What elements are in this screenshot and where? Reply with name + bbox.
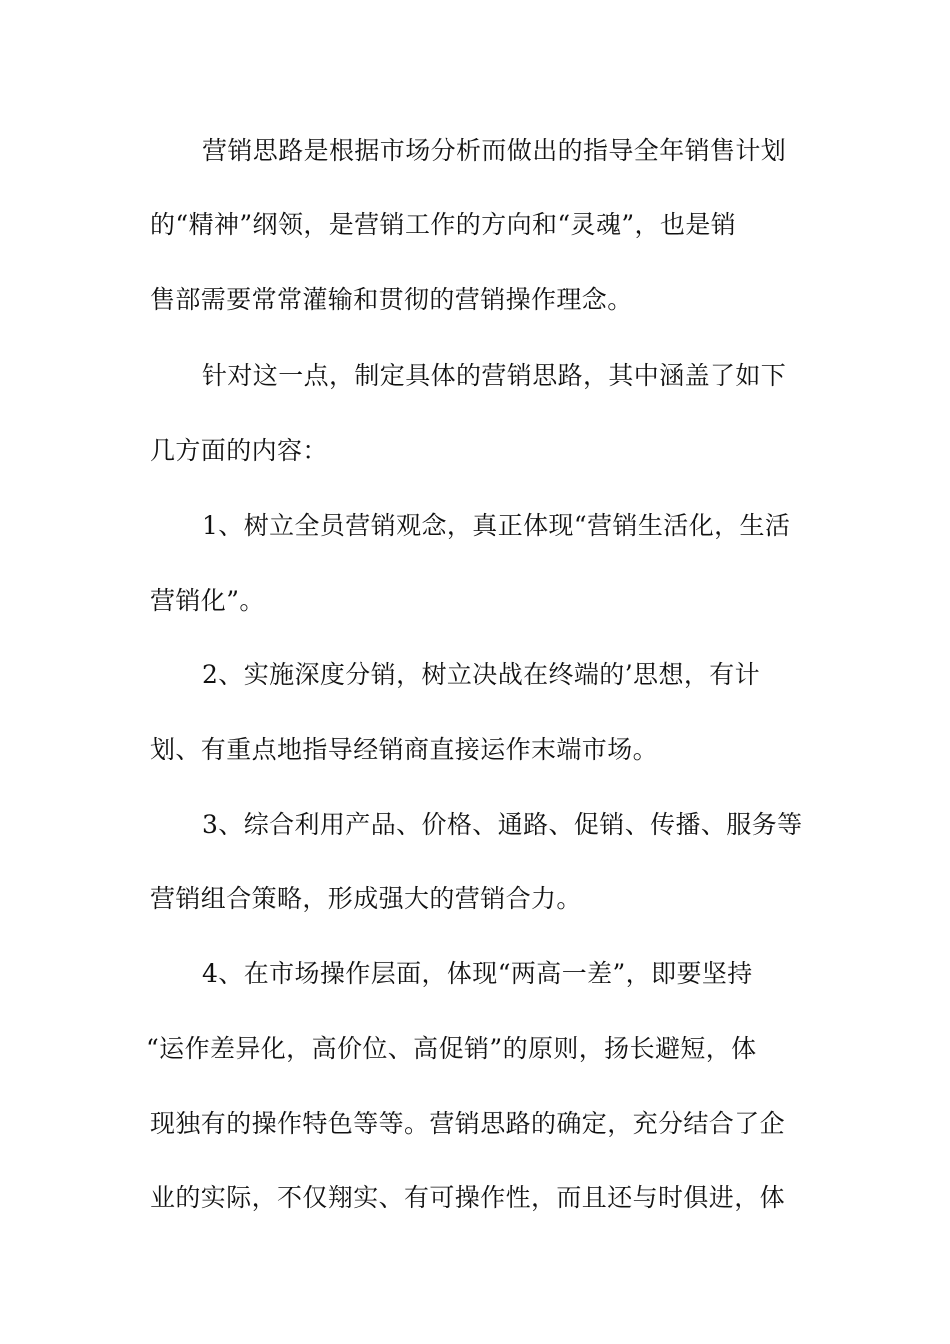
paragraph-2-line-2: 几方面的内容：: [150, 436, 328, 465]
list-item-4-line-4: 业的实际，不仅翔实、有可操作性，而且还与时俱进，体: [150, 1183, 786, 1212]
list-item-1-line-2: 营销化”。: [150, 586, 265, 615]
list-item-4-line-3: 现独有的操作特色等等。营销思路的确定，充分结合了企: [150, 1109, 786, 1138]
list-item-2-line-2: 划、有重点地指导经销商直接运作末端市场。: [150, 735, 659, 764]
paragraph-1-line-2: 的“精神”纲领，是营销工作的方向和“灵魂”，也是销: [150, 210, 737, 239]
list-item-4-line-1: 4、在市场操作层面，体现“两高一差”，即要坚持: [202, 959, 753, 988]
list-item-2-line-1: 2、实施深度分销，树立决战在终端的’思想，有计: [202, 660, 761, 689]
list-item-4-line-2: “运作差异化，高价位、高促销”的原则，扬长避短，体: [146, 1034, 757, 1063]
paragraph-1-line-1: 营销思路是根据市场分析而做出的指导全年销售计划: [202, 136, 787, 165]
list-item-3-line-1: 3、综合利用产品、价格、通路、促销、传播、服务等: [202, 810, 803, 839]
paragraph-2-line-1: 针对这一点，制定具体的营销思路，其中涵盖了如下: [202, 361, 787, 390]
list-item-3-line-2: 营销组合策略，形成强大的营销合力。: [150, 884, 582, 913]
paragraph-1-line-3: 售部需要常常灌输和贯彻的营销操作理念。: [150, 285, 633, 314]
list-item-1-line-1: 1、树立全员营销观念，真正体现“营销生活化，生活: [202, 511, 791, 540]
